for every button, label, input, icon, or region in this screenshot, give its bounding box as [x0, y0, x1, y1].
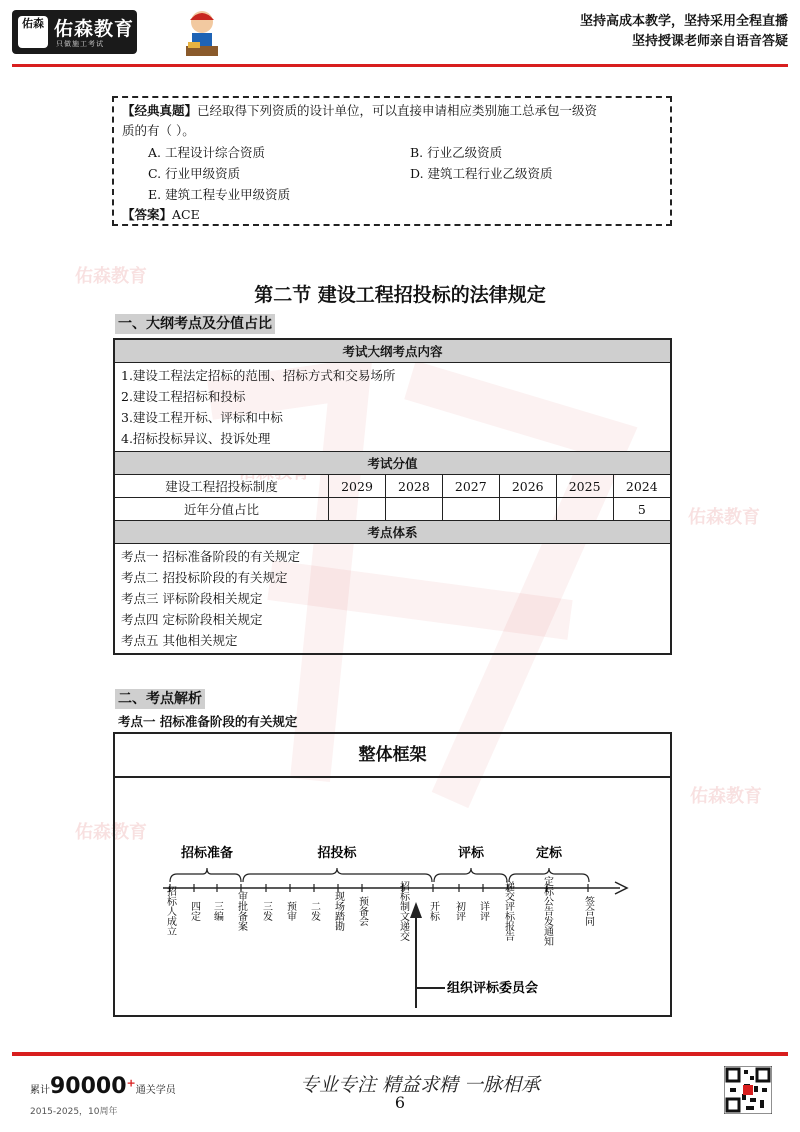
step-label: 详评: [477, 901, 489, 921]
committee-label: 组织评标委员会: [447, 981, 539, 996]
year-cell: 2024: [613, 475, 671, 498]
slogan-line-1: 坚持高成本教学，坚持采用全程直播: [579, 14, 788, 29]
footer-years: 2015-2025，10周年: [30, 1107, 118, 1117]
logo-name: 佑森教育: [54, 18, 135, 40]
page-number: 6: [394, 1093, 406, 1112]
part-2-heading: 二、考点解析: [115, 689, 205, 709]
system-item: 考点一 招标准备阶段的有关规定: [121, 549, 300, 564]
step-label: 预审: [284, 901, 296, 921]
option-a: A. 工程设计综合资质: [148, 145, 265, 160]
question-tag: 【经典真题】: [122, 103, 198, 118]
logo-seal: 佑森: [18, 16, 48, 48]
header-divider: [12, 64, 788, 67]
ratio-cell: [556, 498, 613, 521]
question-stem-line-1: 已经取得下列资质的设计单位，可以直接申请相应类别施工总承包一级资: [197, 103, 598, 118]
watermark: 佑森教育: [75, 822, 147, 843]
phase-label: 招标准备: [180, 846, 234, 861]
logo-tagline: 只做施工考试: [56, 40, 104, 48]
page-header: [0, 0, 800, 64]
ratio-row-label: 近年分值占比: [114, 498, 329, 521]
content-list: [114, 363, 671, 452]
footer-divider: [12, 1052, 788, 1056]
watermark: 佑森教育: [690, 786, 762, 807]
footer-plus: +: [126, 1076, 136, 1090]
content-item: 1.建设工程法定招标的范围、招标方式和交易场所: [121, 368, 396, 383]
step-label: 预备会: [356, 896, 368, 926]
year-cell: 2028: [385, 475, 442, 498]
point-1-heading: 考点一 招标准备阶段的有关规定: [118, 714, 298, 729]
option-e: E. 建筑工程专业甲级资质: [148, 187, 291, 202]
footer-motto: 专业专注 精益求精 一脉相承: [299, 1074, 541, 1096]
arrow-head-icon: [410, 902, 422, 918]
year-cell: 2025: [556, 475, 613, 498]
system-list: [114, 544, 671, 655]
phase-brace: [243, 868, 432, 882]
phase-brace: [170, 868, 241, 882]
answer-tag: 【答案】: [122, 207, 173, 222]
watermark: 佑森教育: [75, 266, 147, 287]
phase-label: 评标: [457, 846, 485, 861]
timeline-svg: [115, 778, 670, 1017]
part-1-heading: 一、大纲考点及分值占比: [115, 314, 275, 334]
slogan: [580, 12, 788, 52]
ratio-cell: 5: [613, 498, 671, 521]
step-label: 三编: [211, 901, 223, 921]
watermark: 佑森教育: [688, 507, 760, 528]
ratio-cell: [499, 498, 556, 521]
year-cell: 2027: [442, 475, 499, 498]
ratio-cell: [442, 498, 499, 521]
answer-line: [122, 206, 200, 224]
section-title: 第二节 建设工程招投标的法律规定: [254, 284, 546, 306]
step-label: 现场踏勘: [332, 891, 344, 931]
step-label: 审批备案: [235, 891, 247, 931]
step-label: 递交评标报告: [502, 881, 514, 941]
answer-value: ACE: [172, 207, 200, 222]
table-header-score: 考试分值: [114, 452, 671, 475]
phase-label: 招投标: [317, 846, 357, 861]
system-item: 考点四 定标阶段相关规定: [121, 612, 263, 627]
step-label: 初评: [453, 901, 465, 921]
step-label: 定标公告发通知: [541, 876, 553, 946]
ratio-cell: [329, 498, 386, 521]
phase-label: 定标: [535, 846, 563, 861]
table-header-content: 考试大纲考点内容: [114, 339, 671, 363]
classic-question-box: [112, 96, 672, 226]
step-label: 招标制文递交: [397, 881, 409, 941]
content-item: 4.招标投标异议、投诉处理: [121, 431, 271, 446]
system-item: 考点三 评标阶段相关规定: [121, 591, 263, 606]
framework-title: 整体框架: [115, 734, 670, 778]
step-label: 招标人成立: [164, 886, 176, 936]
step-label: 四定: [188, 901, 200, 921]
year-cell: 2026: [499, 475, 556, 498]
ratio-cell: [385, 498, 442, 521]
footer-stats: [30, 1074, 176, 1099]
phase-brace: [434, 868, 507, 882]
outline-table: [113, 338, 672, 655]
qr-code-icon: [724, 1066, 772, 1114]
table-header-system: 考点体系: [114, 521, 671, 544]
question-stem: [122, 102, 597, 120]
content-item: 2.建设工程招标和投标: [121, 389, 246, 404]
system-item: 考点二 招投标阶段的有关规定: [121, 570, 288, 585]
content-item: 3.建设工程开标、评标和中标: [121, 410, 283, 425]
step-label: 三发: [260, 901, 272, 921]
step-label: 开标: [427, 901, 439, 921]
system-item: 考点五 其他相关规定: [121, 633, 238, 648]
step-label: 签合同: [582, 896, 594, 926]
option-d: D. 建筑工程行业乙级资质: [410, 166, 553, 181]
framework-diagram: [113, 732, 672, 1017]
option-b: B. 行业乙级资质: [410, 145, 503, 160]
footer-count: 90000: [50, 1074, 127, 1099]
slogan-line-2: 坚持授课老师亲自语音答疑: [631, 34, 788, 49]
score-row-label: 建设工程招投标制度: [114, 475, 329, 498]
option-c: C. 行业甲级资质: [148, 166, 241, 181]
mascot-icon: [178, 8, 226, 60]
footer-suffix: 通关学员: [135, 1085, 176, 1096]
step-label: 二发: [308, 901, 320, 921]
year-cell: 2029: [329, 475, 386, 498]
logo: [12, 10, 137, 54]
question-stem-line-2: 质的有（ ）。: [122, 123, 195, 138]
footer-prefix: 累计: [30, 1085, 50, 1096]
